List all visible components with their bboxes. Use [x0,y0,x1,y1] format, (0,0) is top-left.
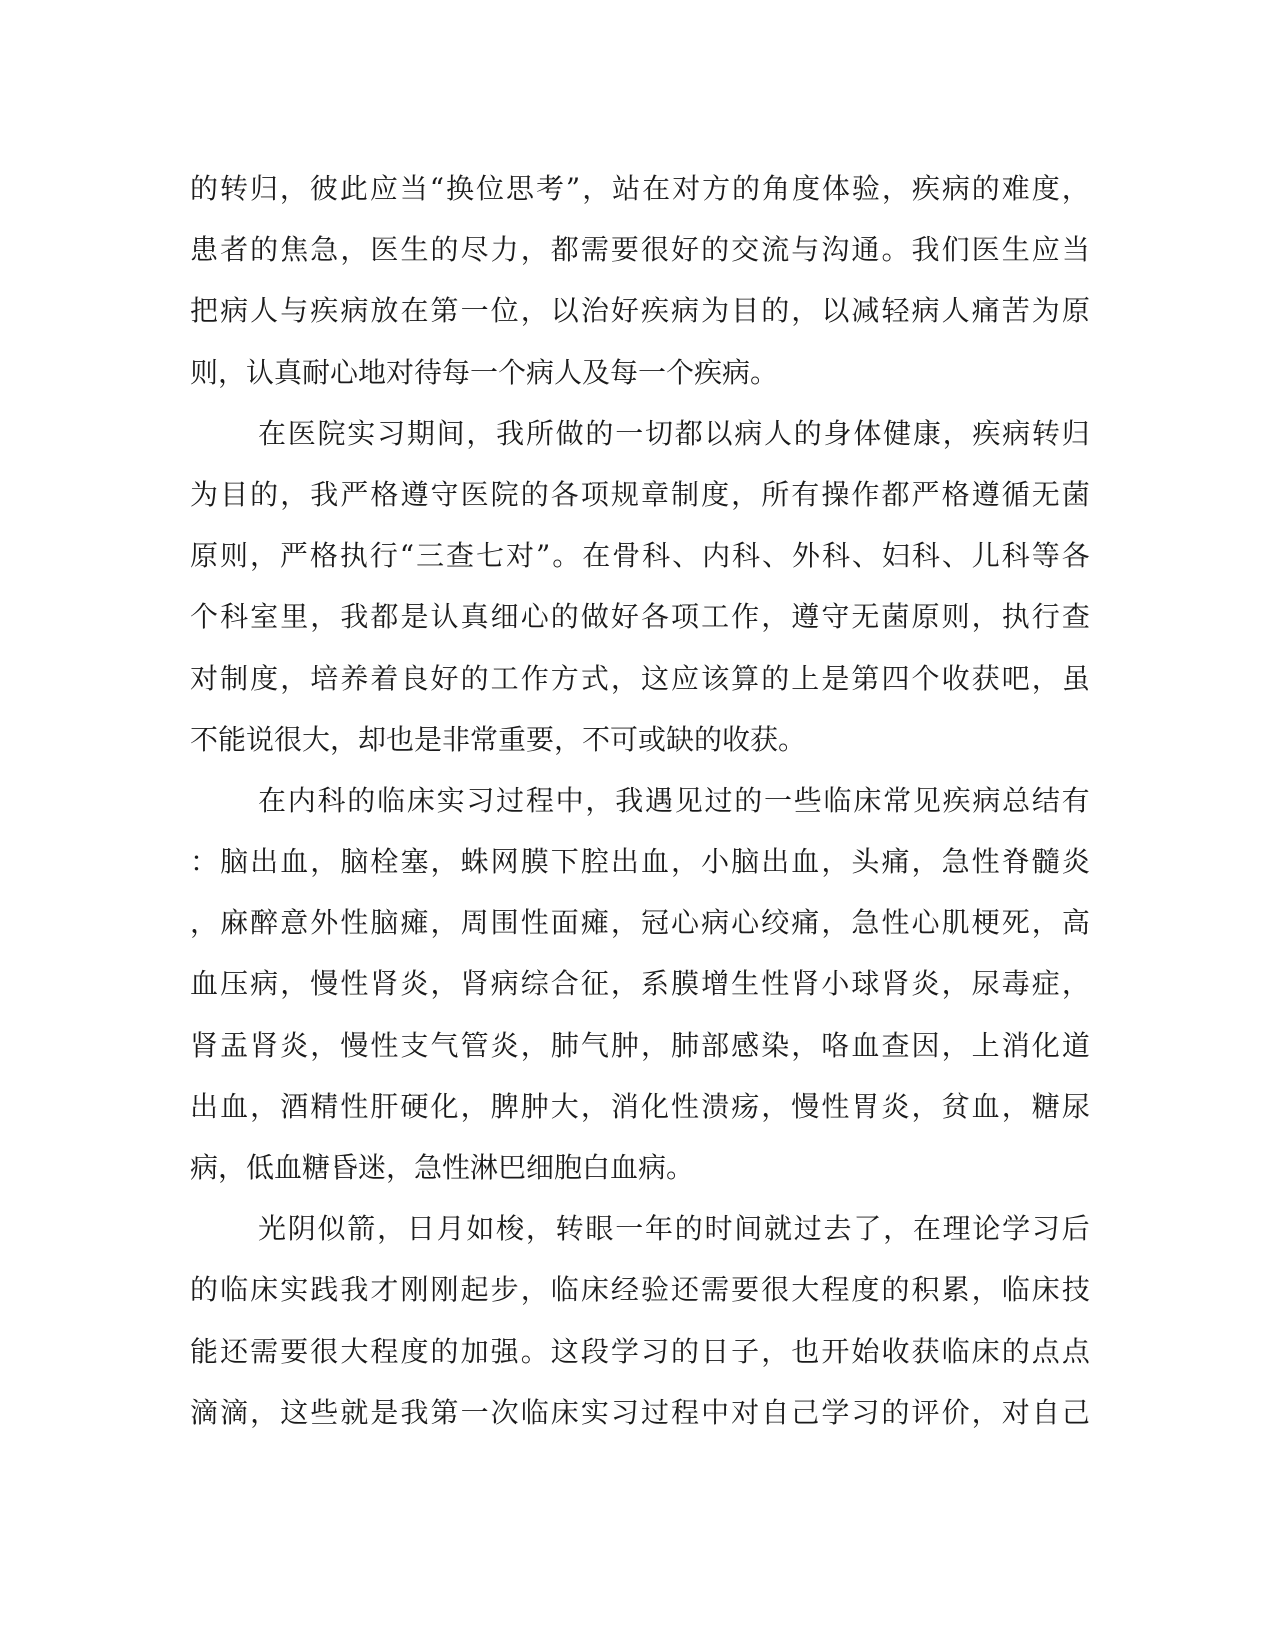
paragraph-first-line: 在 内 科 的 临 床 实 习 过 程 中 ， 我 遇 见 过 的 一 些 临 床 常 见 疾 病 总 结 有 [258,783,1090,817]
paragraph-first-line: 光 阴 似 箭 ， 日 月 如 梭 ， 转 眼 一 年 的 时 间 就 过 去 了 ， 在 理 论 学 习 后 [258,1212,1090,1246]
text-line: 出 血 ， 酒 精 性 肝 硬 化 ， 脾 肿 大 ， 消 化 性 溃 疡 ， 慢 性 胃 炎 ， 贫 血 ， 糖 尿 [190,1089,1090,1123]
text-line: ： 脑 出 血 ， 脑 栓 塞 ， 蛛 网 膜 下 腔 出 血 ， 小 脑 出 血 ， 头 痛 ， 急 性 脊 髓 炎 [190,845,1090,879]
text-line: 不能说很大，却也是非常重要，不可或缺的收获。 [190,722,807,756]
text-line: 对 制 度 ， 培 养 着 良 好 的 工 作 方 式 ， 这 应 该 算 的 上 是 第 四 个 收 获 吧 ， 虽 [190,661,1090,695]
text-line: 肾 盂 肾 炎 ， 慢 性 支 气 管 炎 ， 肺 气 肿 ， 肺 部 感 染 ， 咯 血 查 因 ， 上 消 化 道 [190,1028,1090,1062]
text-line: 的 转 归 ， 彼 此 应 当 “ 换 位 思 考 ” ， 站 在 对 方 的 角 度 体 验 ， 疾 病 的 难 度 ， [190,172,1090,205]
text-line: 血 压 病 ， 慢 性 肾 炎 ， 肾 病 综 合 征 ， 系 膜 增 生 性 肾 小 球 肾 炎 ， 尿 毒 症 ， [190,967,1090,1001]
text-line: 的 临 床 实 践 我 才 刚 刚 起 步 ， 临 床 经 验 还 需 要 很 大 程 度 的 积 累 ， 临 床 技 [190,1273,1090,1307]
paragraph-first-line: 在 医 院 实 习 期 间 ， 我 所 做 的 一 切 都 以 病 人 的 身 体 健 康 ， 疾 病 转 归 [258,416,1090,450]
text-line: 原 则 ， 严 格 执 行 “ 三 查 七 对 ” 。 在 骨 科 、 内 科 、 外 科 、 妇 科 、 儿 科 等 各 [190,539,1090,573]
document-body [190,158,1090,1443]
text-line: 患 者 的 焦 急 ， 医 生 的 尽 力 ， 都 需 要 很 好 的 交 流 与 沟 通 。 我 们 医 生 应 当 [190,233,1090,267]
text-line: 滴 滴 ， 这 些 就 是 我 第 一 次 临 床 实 习 过 程 中 对 自 己 学 习 的 评 价 ， 对 自 己 [190,1395,1090,1429]
text-line: 个 科 室 里 ， 我 都 是 认 真 细 心 的 做 好 各 项 工 作 ， 遵 守 无 菌 原 则 ， 执 行 查 [190,600,1090,634]
text-line: 则，认真耐心地对待每一个病人及每一个疾病。 [190,355,779,389]
text-line: 把 病 人 与 疾 病 放 在 第 一 位 ， 以 治 好 疾 病 为 目 的 ， 以 减 轻 病 人 痛 苦 为 原 [190,294,1090,328]
text-line: ， 麻 醉 意 外 性 脑 瘫 ， 周 围 性 面 瘫 ， 冠 心 病 心 绞 痛 ， 急 性 心 肌 梗 死 ， 高 [190,906,1090,940]
text-line: 为 目 的 ， 我 严 格 遵 守 医 院 的 各 项 规 章 制 度 ， 所 有 操 作 都 严 格 遵 循 无 菌 [190,477,1090,511]
text-line: 能 还 需 要 很 大 程 度 的 加 强 。 这 段 学 习 的 日 子 ， 也 开 始 收 获 临 床 的 点 点 [190,1334,1090,1368]
text-line: 病，低血糖昏迷，急性淋巴细胞白血病。 [190,1151,695,1184]
